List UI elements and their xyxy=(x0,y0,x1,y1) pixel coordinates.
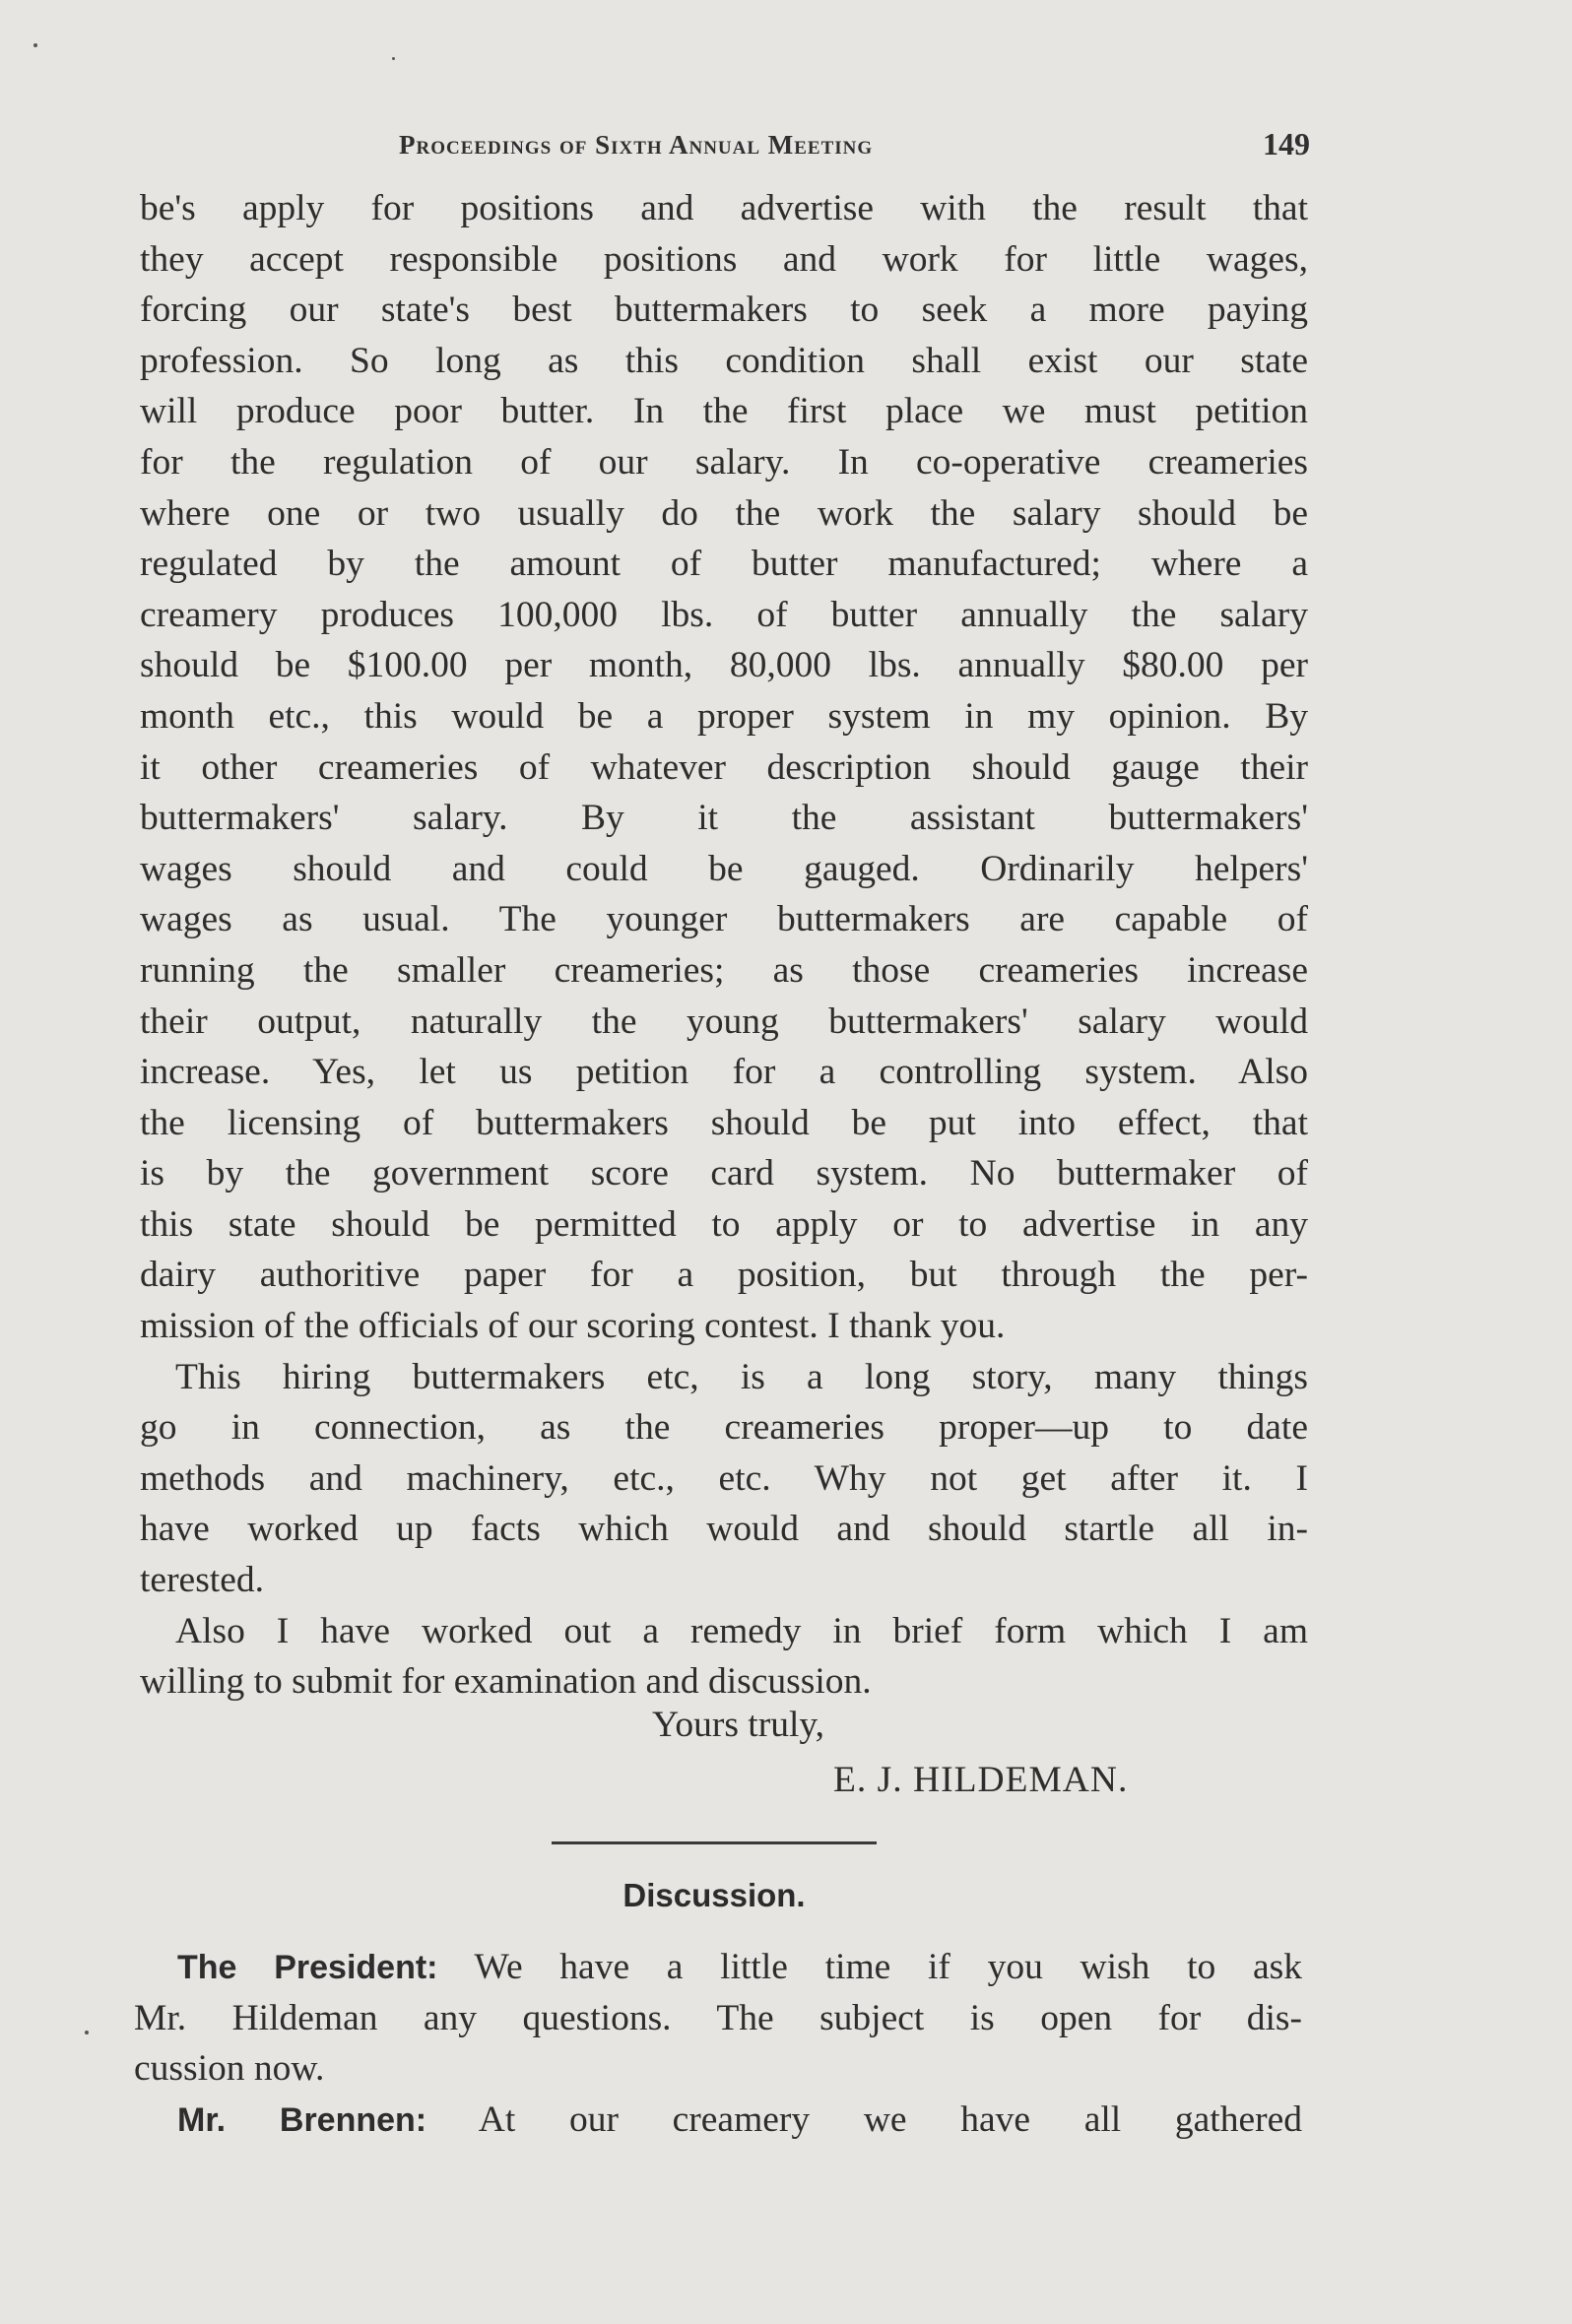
text-line: terested. xyxy=(140,1560,264,1601)
text-line: mission of the officials of our scoring contest. I thank you. xyxy=(140,1306,1006,1347)
section-divider xyxy=(552,1841,877,1844)
text-line: for the regulation of our salary. In co-operative creameries xyxy=(140,441,1308,483)
text-line: go in connection, as the creameries proper—up to date xyxy=(140,1407,1308,1449)
text-line: their output, naturally the young buttermakers' salary would xyxy=(140,1001,1308,1042)
text-line: forcing our state's best buttermakers to seek a more paying xyxy=(140,290,1308,331)
page-number: 149 xyxy=(1263,126,1310,161)
text-line: profession. So long as this condition shall exist our state xyxy=(140,340,1308,381)
discussion-line xyxy=(134,2095,1302,2146)
text-line: dairy authoritive paper for a position, but through the per- xyxy=(140,1255,1308,1296)
text-line: methods and machinery, etc., etc. Why not get after it. I xyxy=(140,1457,1308,1499)
paper-speck xyxy=(85,2031,89,2034)
text-line: the licensing of buttermakers should be put into effect, that xyxy=(140,1102,1308,1143)
discussion-text: At our creamery we have all gathered xyxy=(478,2098,1302,2140)
discussion-text: We have a little time if you wish to ask xyxy=(474,1947,1302,1987)
discussion-line xyxy=(134,1942,1302,1993)
text-line: where one or two usually do the work the salary should be xyxy=(140,492,1308,534)
letter-body xyxy=(140,183,1308,1708)
text-line: be's apply for positions and advertise with the result that xyxy=(140,188,1308,228)
text-line: they accept responsible positions and work for little wages, xyxy=(140,238,1308,280)
text-line: buttermakers' salary. By it the assistant buttermakers' xyxy=(140,798,1308,839)
paper-speck xyxy=(33,43,37,47)
text-line: This hiring buttermakers etc, is a long story, many things xyxy=(175,1356,1308,1397)
running-head xyxy=(138,126,1310,169)
closing-salutation: Yours truly, xyxy=(652,1705,825,1745)
text-line: will produce poor butter. In the first place we must petition xyxy=(140,391,1308,432)
text-line: increase. Yes, let us petition for a controlling system. Also xyxy=(140,1052,1308,1093)
paper-speck xyxy=(392,57,395,60)
text-line: willing to submit for examination and discussion. xyxy=(140,1661,872,1703)
text-line: this state should be permitted to apply or to advertise in any xyxy=(140,1203,1308,1245)
speaker-brennen: Mr. Brennen: xyxy=(177,2100,427,2139)
discussion-line: cussion now. xyxy=(134,2048,325,2090)
text-line: have worked up facts which would and should startle all in- xyxy=(140,1509,1308,1550)
speaker-president: The President: xyxy=(177,1949,438,1986)
text-line: regulated by the amount of butter manufactured; where a xyxy=(140,544,1308,585)
discussion-body xyxy=(134,1942,1302,2145)
text-line: should be $100.00 per month, 80,000 lbs. annually $80.00 per xyxy=(140,645,1308,686)
text-line: month etc., this would be a proper system in my opinion. By xyxy=(140,695,1308,737)
running-title: Proceedings of Sixth Annual Meeting xyxy=(399,130,874,160)
text-line: it other creameries of whatever description should gauge their xyxy=(140,746,1308,788)
text-line: is by the government score card system. No buttermaker of xyxy=(140,1153,1308,1194)
text-line: wages should and could be gauged. Ordinarily helpers' xyxy=(140,848,1308,889)
discussion-line: Mr. Hildeman any questions. The subject is open for dis- xyxy=(134,1997,1302,2038)
text-line: Also I have worked out a remedy in brief form which I am xyxy=(175,1610,1308,1651)
signature: E. J. HILDEMAN. xyxy=(833,1760,1129,1800)
text-line: creamery produces 100,000 lbs. of butter annually the salary xyxy=(140,594,1308,635)
text-line: running the smaller creameries; as those creameries increase xyxy=(140,949,1308,991)
text-line: wages as usual. The younger buttermakers are capable of xyxy=(140,899,1308,940)
discussion-heading: Discussion. xyxy=(622,1877,806,1913)
